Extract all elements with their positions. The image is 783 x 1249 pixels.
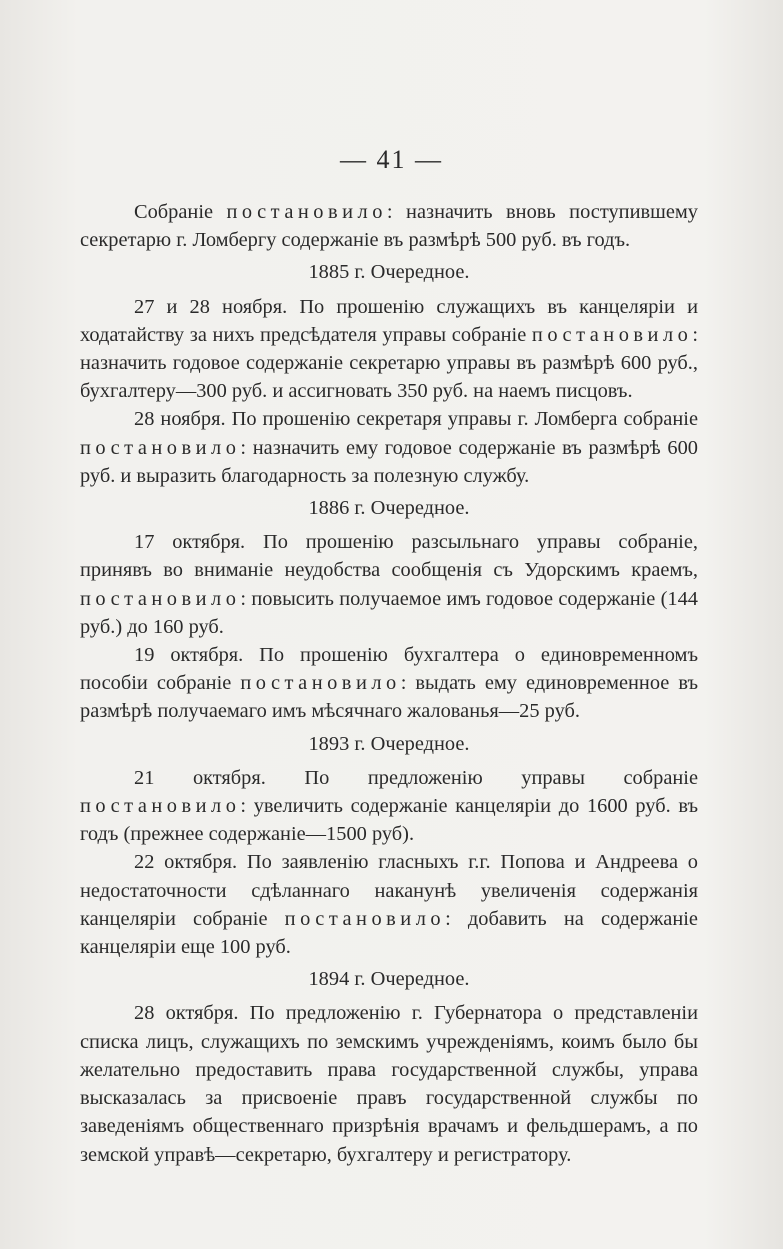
paragraph-5 bbox=[80, 641, 698, 726]
paragraph-text: : назначить вновь поступившему секретарю г. Ломбергу содержаніе въ размѣрѣ 500 руб. въ годъ. bbox=[80, 201, 698, 252]
emphasis-text: постановило bbox=[226, 201, 387, 223]
emphasis-text: постановило bbox=[80, 587, 241, 610]
paragraph-text: : добавить на содержаніе канцеляріи еще 100 руб. bbox=[80, 907, 698, 959]
paragraph-text: 27 и 28 ноября. По прошенію служащихъ въ канцеляріи и ходатайству за нихъ предсѣдателя управы собраніе bbox=[80, 295, 698, 346]
paragraph-text: : назначить годовое содержаніе секретарю управы въ размѣрѣ 600 руб., бухгалтеру—300 руб. и ассигновать 350 руб. на наемъ писцовъ. bbox=[80, 323, 698, 403]
paragraph-text: 17 октября. По прошенію разсыльнаго управы собраніе, принявъ во вниманіе неудобства сообщенія съ Удорскимъ краемъ, bbox=[80, 531, 698, 582]
section-heading-1886: 1886 г. Очередное. bbox=[308, 497, 470, 520]
emphasis-text: постановило bbox=[284, 907, 446, 930]
paragraph-text: : назначить ему годовое содержаніе въ размѣрѣ 600 руб. и выразить благодарность за полезную службу. bbox=[80, 436, 698, 487]
paragraph-text: 22 октября. По заявленію гласныхъ г.г. Попова и Андреева о недостаточности сдѣланнаго наканунѣ увеличенія содержанія канцеляріи собраніе bbox=[80, 851, 698, 930]
paragraph-text: 21 октября. По предложенію управы собраніе bbox=[134, 766, 698, 789]
emphasis-text: постановило bbox=[531, 323, 693, 346]
paragraph-text: 28 ноября. По прошенію секретаря управы г. Ломберга собраніе bbox=[134, 408, 698, 431]
paragraph-text: 19 октября. По прошенію бухгалтера о единовременномъ пособіи собраніе bbox=[80, 644, 698, 695]
document-body bbox=[80, 198, 698, 1169]
paragraph-1 bbox=[80, 198, 698, 254]
emphasis-text: постановило bbox=[240, 672, 401, 695]
paragraph-text: Собраніе bbox=[134, 201, 227, 223]
section-heading-1885: 1885 г. Очередное. bbox=[308, 261, 470, 284]
section-heading-1894: 1894 г. Очередное. bbox=[308, 968, 470, 991]
paragraph-8: 28 октября. По предложенію г. Губернатора о представленіи списка лицъ, служащихъ по земскимъ учрежденіямъ, коимъ было бы желательно предоставить права государственной службы, управа высказалась за присвоеніе правъ государственной службы по заведеніямъ общественнаго призрѣнія врачамъ и фельдшерамъ, а по земской управѣ—секретарю, бухгалтеру и регистратору. bbox=[80, 1002, 698, 1166]
paragraph-6 bbox=[80, 764, 698, 849]
emphasis-text: постановило bbox=[80, 795, 241, 818]
emphasis-text: постановило bbox=[80, 436, 241, 459]
section-heading-1893: 1893 г. Очередное. bbox=[308, 732, 470, 755]
paragraph-text: : выдать ему единовременное въ размѣрѣ получаемаго имъ мѣсячнаго жалованья—25 руб. bbox=[80, 672, 698, 723]
paragraph-3 bbox=[80, 405, 698, 490]
paragraph-4 bbox=[80, 528, 698, 641]
paragraph-text: : увеличить содержаніе канцеляріи до 1600 руб. въ годъ (прежнее содержаніе—1500 руб). bbox=[80, 795, 698, 846]
paragraph-7 bbox=[80, 848, 698, 961]
paragraph-text: : повысить получаемое имъ годовое содержаніе (144 руб.) до 160 руб. bbox=[80, 587, 698, 638]
page-number: — 41 — bbox=[340, 145, 443, 174]
paragraph-2 bbox=[80, 293, 698, 406]
